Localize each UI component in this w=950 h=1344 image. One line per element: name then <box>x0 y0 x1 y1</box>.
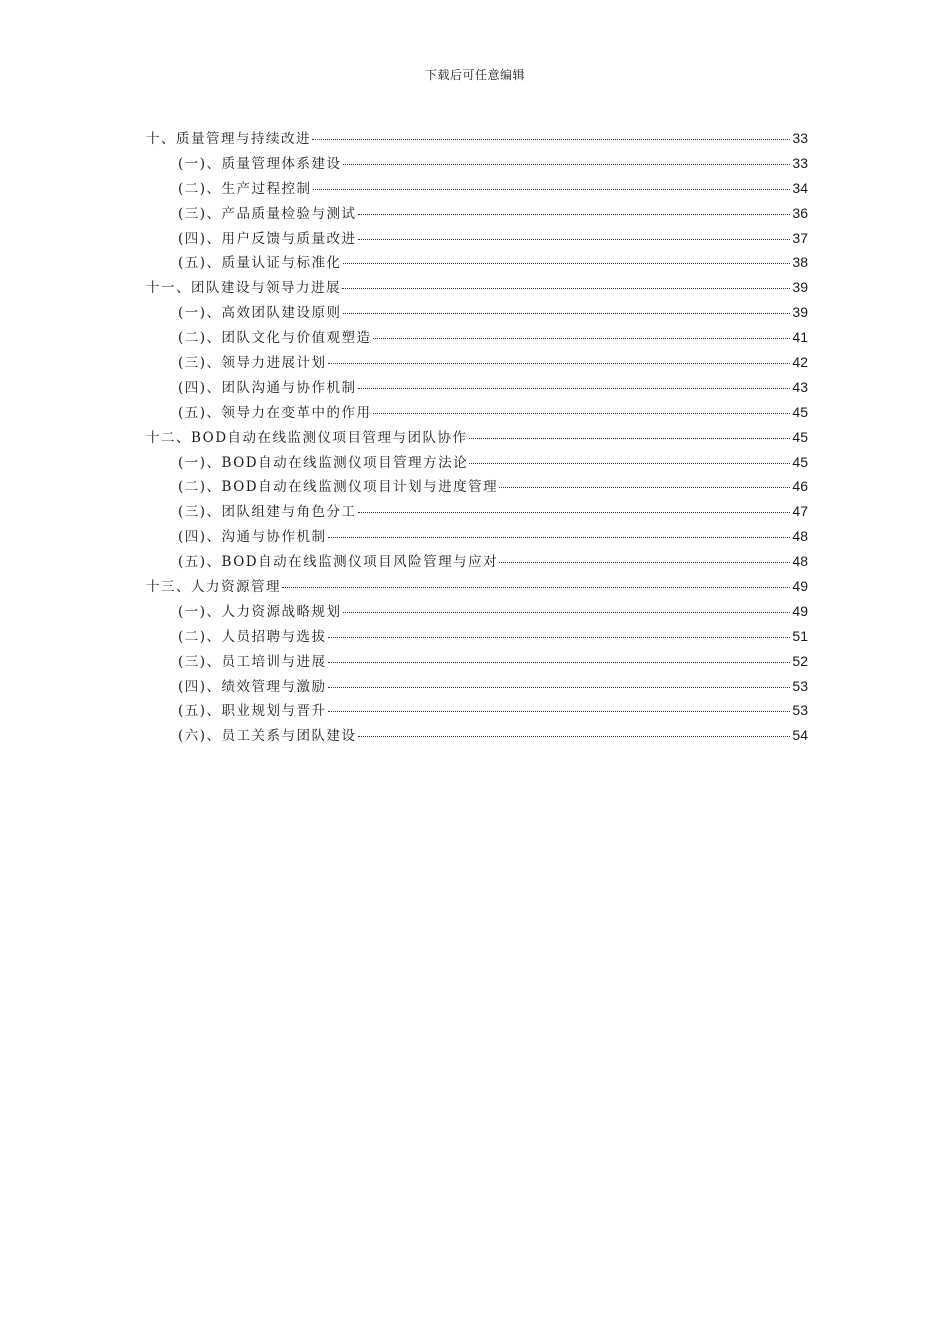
toc-page-number: 45 <box>792 428 808 445</box>
toc-section-entry[interactable] <box>146 177 808 202</box>
toc-dot-leader <box>343 313 791 314</box>
toc-dot-leader <box>343 164 791 165</box>
toc-section-entry[interactable] <box>146 202 808 227</box>
toc-entry-title: (二)、生产过程控制 <box>178 180 312 197</box>
toc-section-entry[interactable] <box>146 525 808 550</box>
toc-section-entry[interactable] <box>146 376 808 401</box>
toc-dot-leader <box>358 214 791 215</box>
toc-chapter-entry[interactable] <box>146 276 808 301</box>
toc-dot-leader <box>343 263 791 264</box>
toc-page-number: 45 <box>792 403 808 420</box>
toc-page-number: 49 <box>792 578 808 595</box>
toc-dot-leader <box>358 388 791 389</box>
toc-entry-title: (四)、用户反馈与质量改进 <box>178 230 357 247</box>
toc-entry-title: 十、质量管理与持续改进 <box>146 131 311 147</box>
toc-chapter-entry[interactable] <box>146 127 808 152</box>
toc-section-entry[interactable] <box>146 475 808 500</box>
toc-page-number: 43 <box>792 378 808 395</box>
toc-dot-leader <box>328 537 791 538</box>
toc-page-number: 39 <box>792 304 808 321</box>
toc-dot-leader <box>282 587 790 588</box>
toc-dot-leader <box>313 189 791 190</box>
toc-entry-title: (四)、团队沟通与协作机制 <box>178 379 357 396</box>
toc-dot-leader <box>328 637 791 638</box>
toc-entry-title: (五)、职业规划与晋升 <box>178 703 327 720</box>
toc-page-number: 49 <box>792 602 808 619</box>
toc-page-number: 53 <box>792 702 808 719</box>
toc-dot-leader <box>358 736 791 737</box>
toc-entry-title: (一)、高效团队建设原则 <box>178 305 342 322</box>
toc-section-entry[interactable] <box>146 326 808 351</box>
toc-section-entry[interactable] <box>146 650 808 675</box>
toc-dot-leader <box>358 239 791 240</box>
toc-entry-title: (一)、人力资源战略规划 <box>178 603 342 620</box>
toc-dot-leader <box>358 512 791 513</box>
toc-entry-title: (三)、领导力进展计划 <box>178 355 327 372</box>
toc-section-entry[interactable] <box>146 625 808 650</box>
toc-dot-leader <box>328 711 791 712</box>
toc-dot-leader <box>342 288 790 289</box>
toc-page-number: 39 <box>792 279 808 296</box>
toc-section-entry[interactable] <box>146 401 808 426</box>
toc-section-entry[interactable] <box>146 600 808 625</box>
toc-page-number: 48 <box>792 528 808 545</box>
toc-entry-title: 十三、人力资源管理 <box>146 579 281 596</box>
toc-entry-title: (四)、沟通与协作机制 <box>178 529 327 546</box>
toc-page-number: 37 <box>792 229 808 246</box>
toc-entry-title: (二)、BOD自动在线监测仪项目计划与进度管理 <box>178 479 499 496</box>
toc-page-number: 53 <box>792 677 808 694</box>
toc-dot-leader <box>328 363 791 364</box>
toc-chapter-entry[interactable] <box>146 426 808 451</box>
toc-section-entry[interactable] <box>146 301 808 326</box>
toc-page-number: 46 <box>792 478 808 495</box>
toc-entry-title: (三)、员工培训与进展 <box>178 653 327 670</box>
toc-dot-leader <box>373 338 791 339</box>
toc-dot-leader <box>469 438 791 439</box>
toc-entry-title: (二)、团队文化与价值观塑造 <box>178 330 372 347</box>
toc-dot-leader <box>499 487 790 488</box>
toc-section-entry[interactable] <box>146 152 808 177</box>
toc-section-entry[interactable] <box>146 251 808 276</box>
toc-section-entry[interactable] <box>146 451 808 476</box>
toc-section-entry[interactable] <box>146 550 808 575</box>
toc-page-number: 51 <box>792 627 808 644</box>
toc-page-number: 33 <box>792 130 808 146</box>
toc-page-number: 41 <box>792 329 808 346</box>
toc-section-entry[interactable] <box>146 500 808 525</box>
toc-section-entry[interactable] <box>146 699 808 724</box>
toc-entry-title: (三)、产品质量检验与测试 <box>178 205 357 222</box>
toc-entry-title: (五)、质量认证与标准化 <box>178 255 342 272</box>
toc-dot-leader <box>328 662 791 663</box>
toc-dot-leader <box>312 139 790 140</box>
toc-entry-title: 十二、BOD自动在线监测仪项目管理与团队协作 <box>146 429 468 446</box>
toc-dot-leader <box>373 413 791 414</box>
toc-entry-title: (五)、BOD自动在线监测仪项目风险管理与应对 <box>178 554 499 571</box>
toc-page-number: 54 <box>792 727 808 744</box>
toc-section-entry[interactable] <box>146 724 808 749</box>
toc-page-number: 34 <box>792 179 808 196</box>
toc-entry-title: 十一、团队建设与领导力进展 <box>146 280 341 297</box>
toc-page-number: 36 <box>792 204 808 221</box>
table-of-contents <box>146 127 808 749</box>
toc-page-number: 42 <box>792 354 808 371</box>
toc-entry-title: (六)、员工关系与团队建设 <box>178 728 357 745</box>
toc-section-entry[interactable] <box>146 351 808 376</box>
toc-entry-title: (三)、团队组建与角色分工 <box>178 504 357 521</box>
toc-entry-title: (一)、质量管理体系建设 <box>178 155 342 172</box>
toc-entry-title: (五)、领导力在变革中的作用 <box>178 404 372 421</box>
toc-page-number: 47 <box>792 503 808 520</box>
toc-dot-leader <box>499 562 790 563</box>
toc-page-number: 38 <box>792 254 808 271</box>
toc-section-entry[interactable] <box>146 675 808 700</box>
toc-entry-title: (四)、绩效管理与激励 <box>178 678 327 695</box>
toc-dot-leader <box>343 612 791 613</box>
toc-chapter-entry[interactable] <box>146 575 808 600</box>
toc-dot-leader <box>328 687 791 688</box>
toc-entry-title: (一)、BOD自动在线监测仪项目管理方法论 <box>178 454 469 471</box>
page-header: 下载后可任意编辑 <box>424 68 525 82</box>
toc-entry-title: (二)、人员招聘与选拔 <box>178 628 327 645</box>
toc-page-number: 33 <box>792 154 808 171</box>
toc-page-number: 48 <box>792 553 808 570</box>
toc-page-number: 52 <box>792 652 808 669</box>
toc-page-number: 45 <box>792 453 808 470</box>
toc-section-entry[interactable] <box>146 227 808 252</box>
toc-dot-leader <box>469 463 790 464</box>
